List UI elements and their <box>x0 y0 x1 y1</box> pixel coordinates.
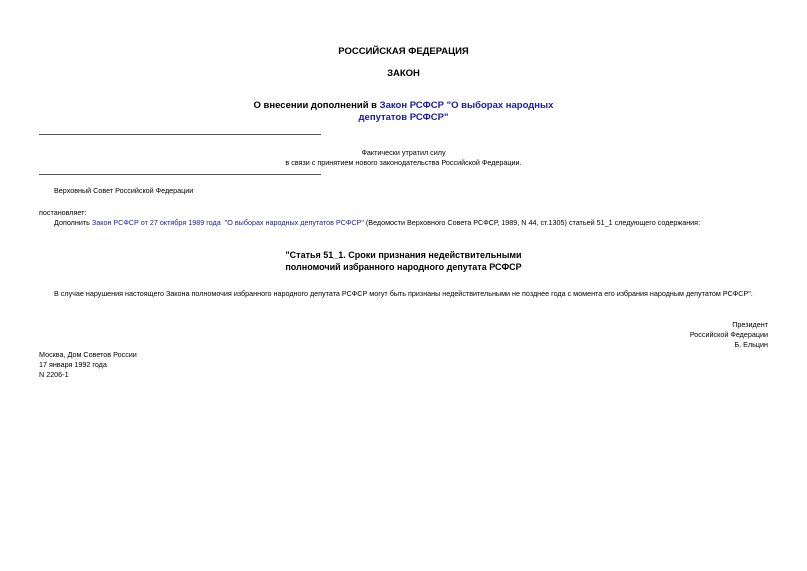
issuer-line: Верховный Совет Российской Федерации <box>54 186 194 195</box>
article-title-line2: полномочий избранного народного депутата РСФСР <box>285 262 522 272</box>
document-title-line1 <box>0 100 807 112</box>
article-title <box>0 249 807 273</box>
country-heading: РОССИЙСКАЯ ФЕДЕРАЦИЯ <box>338 46 469 57</box>
status-note-line1: Фактически утратил силу <box>361 148 446 157</box>
signature-position-line1: Президент <box>732 320 768 329</box>
footer-place: Москва, Дом Советов России <box>39 350 137 359</box>
amendment-law-link[interactable]: Закон РСФСР от 27 октября 1989 года <box>91 218 221 227</box>
status-note <box>0 148 807 168</box>
footer-date: 17 января 1992 года <box>39 360 107 369</box>
amendment-prefix: Дополнить <box>54 218 92 227</box>
signature-position-line2: Российской Федерации <box>689 330 768 339</box>
signature-name: Б. Ельцин <box>734 340 768 349</box>
amendment-suffix: (Ведомости Верховного Совета РСФСР, 1989, N 44, ст.1305) статьей 51_1 следующего содержания: <box>363 218 701 227</box>
footer-number: N 2206-1 <box>39 370 69 379</box>
article-text: В случае нарушения настоящего Закона полномочия избранного народного депутата РСФСР могут быть признаны недействительными не позднее года с момента его избрания народным депутатом РСФСР". <box>54 289 753 298</box>
title-law-link-continued[interactable]: депутатов РСФСР" <box>358 112 449 123</box>
document-title <box>0 100 807 124</box>
amendment-paragraph <box>54 218 700 228</box>
document-type-heading: ЗАКОН <box>387 68 420 79</box>
divider-bottom <box>39 174 321 175</box>
article-title-line1: "Статья 51_1. Сроки признания недействительными <box>285 250 522 260</box>
divider-top <box>39 134 321 135</box>
status-note-line2: в связи с принятием нового законодательства Российской Федерации. <box>285 158 522 167</box>
amendment-title-link[interactable]: "О выборах народных депутатов РСФСР" <box>224 218 364 227</box>
title-prefix: О внесении дополнений в <box>253 100 380 111</box>
title-law-link[interactable]: Закон РСФСР "О выборах народных <box>379 100 554 111</box>
decrees-line: постановляет: <box>39 208 87 217</box>
